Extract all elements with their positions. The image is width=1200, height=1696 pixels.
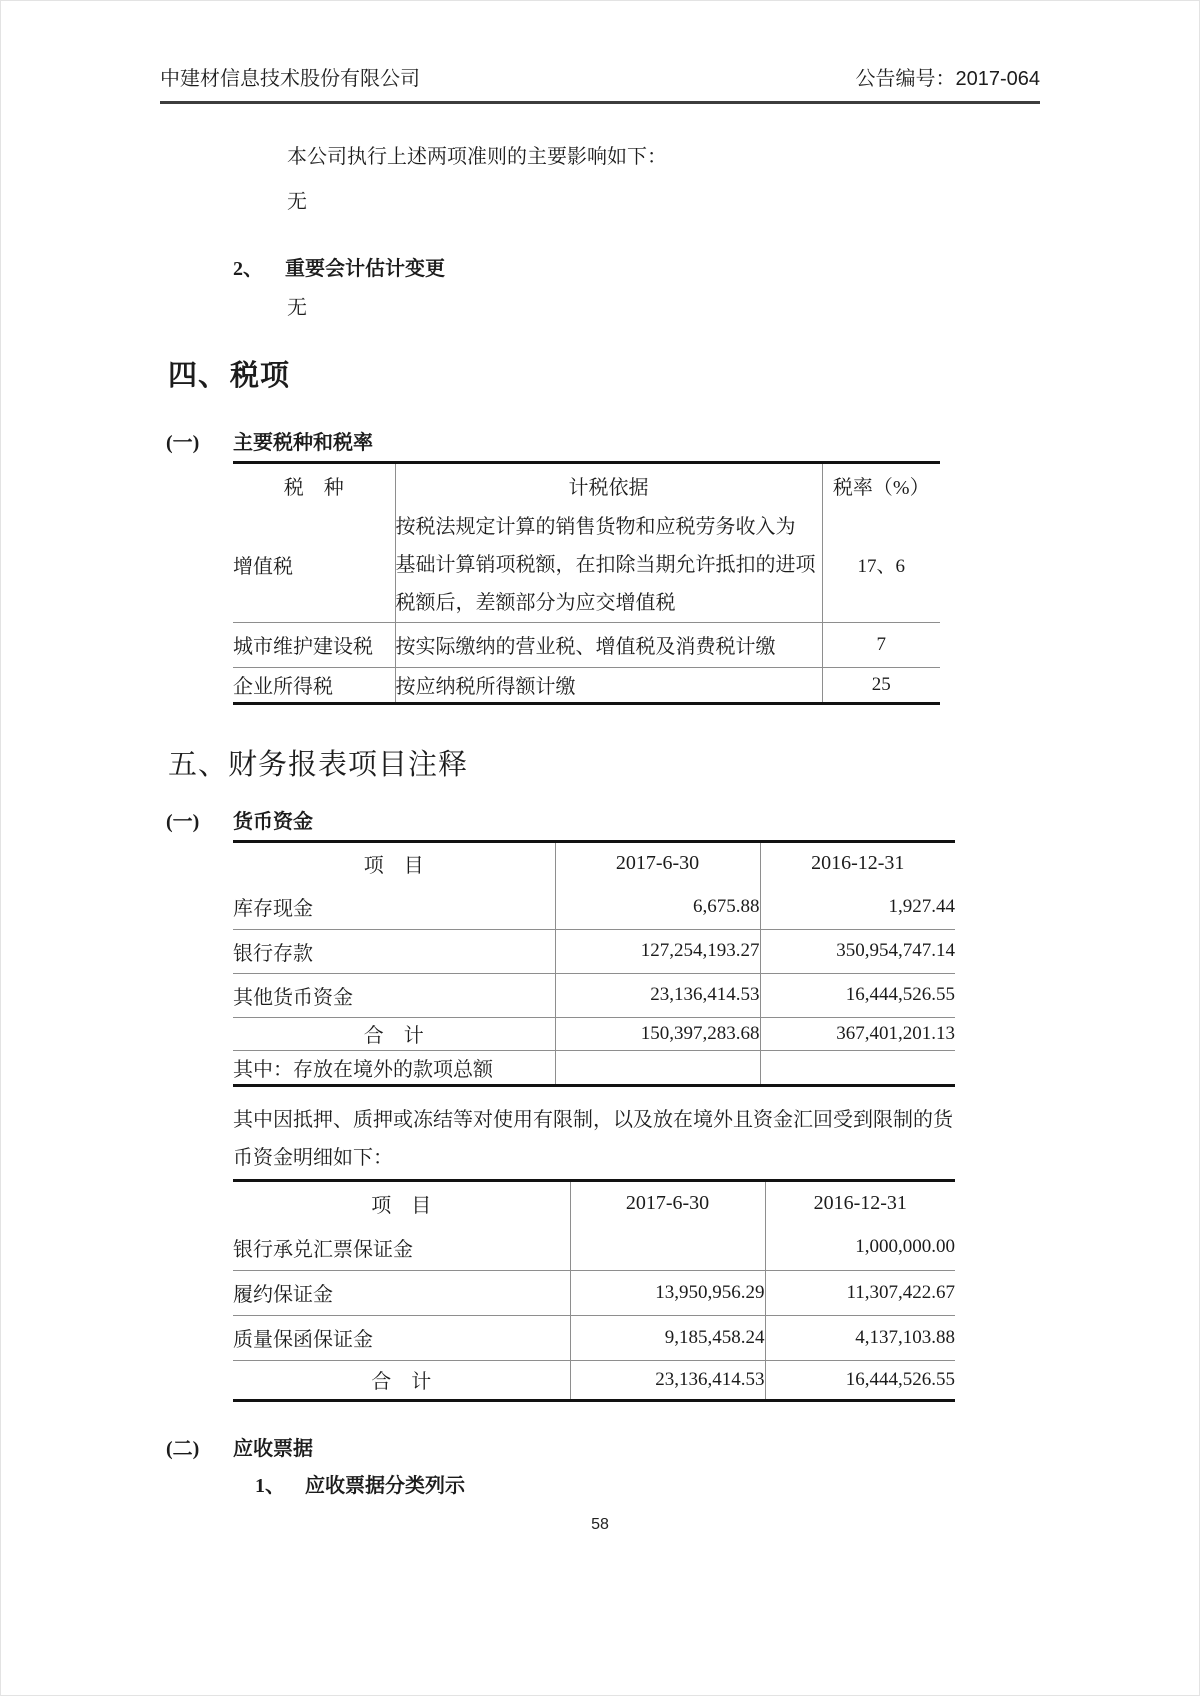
tax-rate-table	[233, 461, 940, 705]
restricted-table-header-row	[233, 1180, 955, 1225]
item-cell: 库存现金	[233, 898, 313, 921]
tax-rate-cell: 7	[822, 622, 940, 667]
estimate-change-number: 2、	[233, 258, 263, 280]
tax-row-city-maintenance	[233, 622, 940, 667]
tax-rate-cell: 17、6	[822, 508, 940, 623]
section-notes-heading: 五、财务报表项目注释	[168, 748, 469, 781]
notice-number	[855, 62, 1040, 91]
value-2017-cell: 23,136,414.53	[555, 973, 760, 1017]
value-2017-cell: 9,185,458.24	[570, 1315, 765, 1360]
tax-types-title: 主要税种和税率	[233, 432, 373, 454]
monetary-funds-title: 货币资金	[233, 810, 313, 833]
impact-statement: 本公司执行上述两项准则的主要影响如下：	[287, 146, 667, 168]
tax-basis-cell	[395, 508, 822, 623]
note-line: 其中因抵押、质押或冻结等对使用有限制，以及放在境外且资金汇回受到限制的货	[233, 1108, 953, 1131]
value-2017-cell: 13,950,956.29	[570, 1270, 765, 1315]
monetary-row-overseas	[233, 1050, 955, 1085]
item-cell: 履约保证金	[233, 1284, 333, 1306]
tax-row-enterprise-income	[233, 667, 940, 703]
value-2016-cell: 4,137,103.88	[765, 1315, 955, 1360]
item-cell: 银行承兑汇票保证金	[233, 1238, 413, 1261]
receivables-heading	[166, 1436, 1040, 1463]
item-cell: 其中：存放在境外的款项总额	[233, 1058, 493, 1081]
section-tax-title: 税项	[230, 360, 291, 392]
col-header-tax-rate: 税率（%）	[822, 463, 940, 508]
value-2016-cell: 11,307,422.67	[765, 1270, 955, 1315]
section-tax-heading	[168, 356, 1040, 396]
item-cell: 银行存款	[233, 942, 313, 965]
col-header-tax-type: 税 种	[283, 477, 344, 500]
col-header-2016: 2016-12-31	[765, 1180, 955, 1225]
value-2016-cell	[760, 1050, 955, 1085]
estimate-change-heading	[233, 256, 1040, 283]
col-header-2016: 2016-12-31	[760, 841, 955, 885]
value-2016-cell: 367,401,201.13	[760, 1017, 955, 1050]
item-cell: 质量保函保证金	[233, 1329, 373, 1351]
tax-type-cell: 城市维护建设税	[233, 636, 373, 658]
restricted-row-quality-guarantee	[233, 1315, 955, 1360]
value-2016-cell: 1,927.44	[760, 885, 955, 929]
receivables-title: 应收票据	[233, 1437, 313, 1460]
estimate-change-title: 重要会计估计变更	[285, 258, 445, 280]
restricted-row-bank-acceptance	[233, 1225, 955, 1270]
restricted-funds-table	[233, 1179, 955, 1402]
tax-row-vat	[233, 508, 940, 623]
tax-types-number: (一)	[166, 432, 200, 454]
monetary-row-cash	[233, 885, 955, 929]
page-number: 58	[591, 1515, 609, 1533]
value-2017-cell: 23,136,414.53	[570, 1360, 765, 1400]
value-2017-cell: 150,397,283.68	[555, 1017, 760, 1050]
receivables-item1-title: 应收票据分类列示	[305, 1474, 465, 1497]
monetary-funds-heading	[166, 809, 1040, 836]
tax-type-cell: 企业所得税	[233, 676, 333, 698]
monetary-table-header-row	[233, 841, 955, 885]
value-2017-cell	[555, 1050, 760, 1085]
col-header-item: 项 目	[363, 855, 424, 878]
tax-types-heading	[166, 430, 1040, 457]
impact-value: 无	[287, 191, 307, 213]
value-2016-cell: 16,444,526.55	[765, 1360, 955, 1400]
tax-basis-cell: 按实际缴纳的营业税、增值税及消费税计缴	[395, 622, 822, 667]
tax-rate-cell: 25	[822, 667, 940, 703]
total-label-cell: 合 计	[363, 1025, 424, 1047]
col-header-item: 项 目	[371, 1194, 432, 1217]
tax-table-header-row	[233, 463, 940, 508]
note-line: 币资金明细如下：	[233, 1146, 393, 1169]
tax-type-cell: 增值税	[233, 556, 293, 578]
monetary-row-bank-deposits	[233, 929, 955, 973]
notice-label: 公告编号：	[855, 68, 956, 90]
value-2016-cell: 16,444,526.55	[760, 973, 955, 1017]
page-content	[160, 144, 1040, 1534]
col-header-2017: 2017-6-30	[555, 841, 760, 885]
restricted-funds-note	[233, 1101, 965, 1177]
col-header-2017: 2017-6-30	[570, 1180, 765, 1225]
monetary-funds-number: (一)	[166, 810, 200, 833]
value-2016-cell: 1,000,000.00	[765, 1225, 955, 1270]
col-header-tax-basis: 计税依据	[395, 463, 822, 508]
tax-basis-line: 基础计算销项税额，在扣除当期允许抵扣的进项	[395, 553, 816, 576]
section-tax-number: 四、	[168, 360, 229, 392]
monetary-row-total	[233, 1017, 955, 1050]
tax-basis-cell: 按应纳税所得额计缴	[395, 667, 822, 703]
page-header	[160, 62, 1040, 104]
monetary-row-other-funds	[233, 973, 955, 1017]
estimate-change-value: 无	[287, 297, 307, 319]
receivables-number: (二)	[166, 1437, 200, 1460]
receivables-item1-number: 1、	[255, 1474, 285, 1497]
restricted-row-total	[233, 1360, 955, 1400]
value-2017-cell: 127,254,193.27	[555, 929, 760, 973]
item-cell: 其他货币资金	[233, 986, 353, 1009]
value-2017-cell	[570, 1225, 765, 1270]
monetary-funds-table	[233, 840, 955, 1087]
tax-basis-line: 税额后，差额部分为应交增值税	[395, 591, 676, 614]
receivables-item1-heading	[255, 1473, 1040, 1500]
value-2016-cell: 350,954,747.14	[760, 929, 955, 973]
value-2017-cell: 6,675.88	[555, 885, 760, 929]
notice-no: 2017-064	[955, 68, 1040, 90]
tax-basis-line: 按税法规定计算的销售货物和应税劳务收入为	[395, 515, 796, 538]
total-label-cell: 合 计	[371, 1371, 432, 1393]
restricted-row-performance-deposit	[233, 1270, 955, 1315]
company-name: 中建材信息技术股份有限公司	[160, 68, 420, 90]
